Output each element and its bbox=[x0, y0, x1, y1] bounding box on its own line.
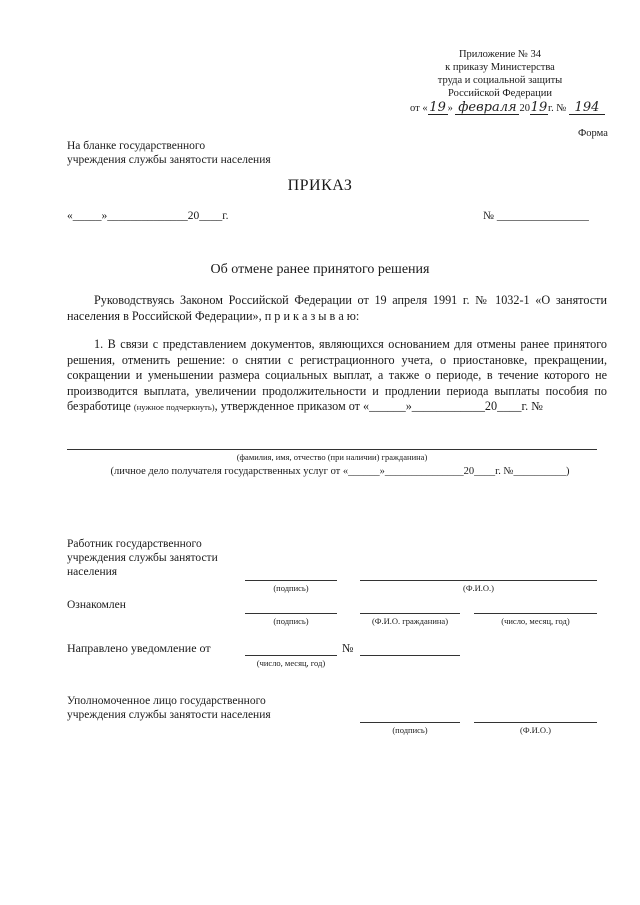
order-date-field[interactable]: «_____»______________20____г. bbox=[67, 210, 229, 222]
date-caption: (число, месяц, год) bbox=[256, 658, 326, 668]
authorized-fio-line[interactable] bbox=[474, 722, 597, 723]
notice-number-line[interactable] bbox=[360, 655, 460, 656]
preamble-paragraph: Руководствуясь Законом Российской Федерации от 19 апреля 1991 г. № 1032-1 «О занятости населения в Российской Федерации», п р и к а з ы в а ю: bbox=[67, 293, 607, 323]
notice-label: Направлено уведомление от bbox=[67, 641, 211, 655]
appendix-line: к приказу Министерства bbox=[445, 62, 555, 73]
citizen-signature-line[interactable] bbox=[245, 613, 337, 614]
authorized-label: Уполномоченное лицо государственного учреждения службы занятости населения bbox=[67, 695, 271, 721]
form-label: Форма bbox=[578, 128, 608, 139]
handwritten-day: 19 bbox=[429, 100, 446, 115]
authorized-signature-line[interactable] bbox=[360, 722, 460, 723]
document-subject: Об отмене ранее принятого решения bbox=[210, 262, 430, 277]
appendix-line: Приложение № 34 bbox=[458, 49, 542, 60]
appendix-line: труда и социальной защиты bbox=[437, 75, 563, 86]
signature-caption: (подпись) bbox=[273, 616, 309, 626]
citizen-name-caption: (фамилия, имя, отчество (при наличии) гражданина) bbox=[236, 452, 428, 462]
worker-label: Работник государственного учреждения службы занятости населения bbox=[67, 538, 218, 578]
notice-date-line[interactable] bbox=[245, 655, 337, 656]
appendix-line: Российской Федерации bbox=[448, 88, 552, 99]
appendix-date-line: от « 19 » февраля 2019г. № 194 bbox=[410, 101, 610, 115]
signature-caption: (подпись) bbox=[392, 725, 428, 735]
worker-signature-line[interactable] bbox=[245, 580, 337, 581]
item-1-paragraph: 1. В связи с представлением документов, являющихся основанием для отмены ранее принятого решения, отменить решение: о снятии с регистрационного учета, о приостановке, прекращении, сокращении и уменьшении размера социальных выплат, а также о периоде, в течение которого не производится выплата, увеличении продолжительности и продлении периода выплаты пособия по безработице (нужное подчеркнуть), утвержденное приказом от «______»____________20____г. № bbox=[67, 337, 607, 413]
acquainted-date-line[interactable] bbox=[474, 613, 597, 614]
handwritten-year: 19 bbox=[530, 100, 548, 115]
handwritten-month: февраля bbox=[455, 101, 519, 115]
handwritten-number: 194 bbox=[569, 101, 605, 115]
citizen-fio-line[interactable] bbox=[360, 613, 460, 614]
worker-fio-line[interactable] bbox=[360, 580, 597, 581]
letterhead-note: На бланке государственного учреждения службы занятости населения bbox=[67, 140, 271, 166]
page-title: ПРИКАЗ bbox=[287, 177, 353, 194]
fio-caption: (Ф.И.О.) bbox=[462, 583, 495, 593]
notice-number-sign: № bbox=[342, 641, 354, 655]
signature-caption: (подпись) bbox=[273, 583, 309, 593]
date-caption: (число, месяц, год) bbox=[501, 616, 570, 626]
order-number-field[interactable]: № ________________ bbox=[483, 210, 589, 222]
personal-file-line: (личное дело получателя государственных услуг от «______»_______________20____г. №__________) bbox=[110, 466, 570, 477]
appendix-block bbox=[390, 48, 610, 115]
fio-caption: (Ф.И.О.) bbox=[519, 725, 552, 735]
citizen-fio-caption: (Ф.И.О. гражданина) bbox=[371, 616, 449, 626]
citizen-name-line[interactable] bbox=[67, 449, 597, 450]
acquainted-label: Ознакомлен bbox=[67, 599, 126, 611]
note-underline-needed: (нужное подчеркнуть) bbox=[133, 402, 215, 412]
